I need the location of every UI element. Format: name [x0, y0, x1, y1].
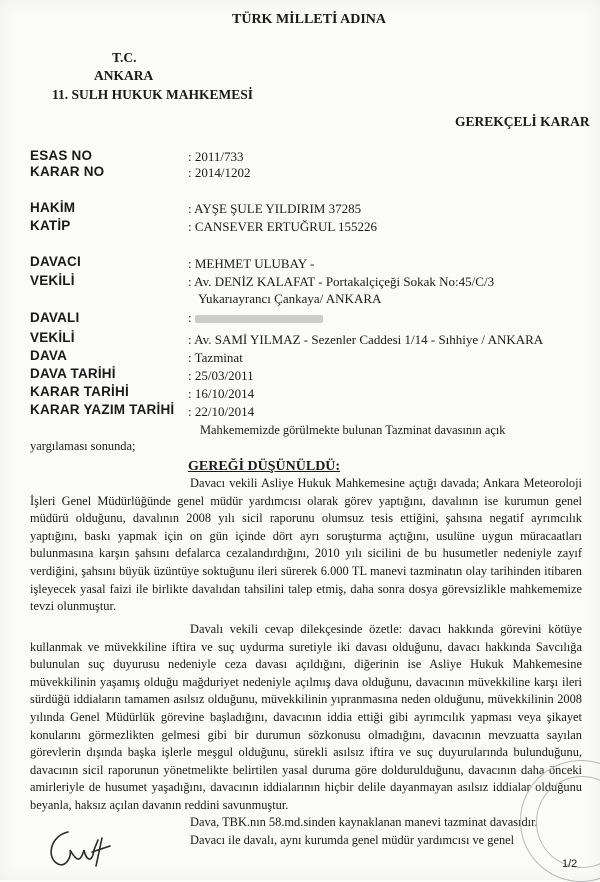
case-label: KARAR NO [30, 164, 105, 179]
case-value-continued: Yukarıayrancı Çankaya/ ANKARA [198, 291, 382, 306]
case-label: DAVACI [30, 254, 81, 269]
case-label: HAKİM [30, 200, 76, 215]
case-value: : Av. DENİZ KALAFAT - Portakalçiçeği Sokak No:45/C/3 [188, 274, 495, 289]
case-label: VEKİLİ [30, 330, 75, 345]
intro-line: Mahkememizde görülmekte bulunan Tazminat davasının açık [200, 423, 506, 437]
case-value: : 25/03/2011 [188, 368, 254, 383]
body-paragraph: Davalı vekili cevap dilekçesinde özetle: davacı hakkında görevini kötüye kullanmak ve müvekkiline iftira ve suç uydurma suretiyle iki davası olduğunu, davacı hakkında Savcılığa bulunulan suç duyurusu nedeniyle ceza davası açıldığını, diğerinin ise Asliye Hukuk Mahkemesine müvekkilinin yaşamış olduğu mağduriyet nedeniyle açılmış dava olduğunu, davacının müvekkiline karşı ileri sürdüğü iddiaların tamamen asılsız olduğunu, müvekkilinin yıpranmasına neden olduğunu, müvekkilinin 2008 yılında Genel Müdürlük görevine başladığını, davacının iddia ettiği gibi ayrımcılık yapması veya şikayet konularını görmezlikten gelmesi gibi bir durumun sözkonusu olmadığını, davacının mevzuatta sayılan görevlerin dışında başka işlerle meşgul olduğunu, sürekli asılsız iftira ve suç duyurularında bulunduğunu, davacının sicil raporunun yönetmelikte belirtilen yasal duruma göre doldurulduğunu, davacının daha önceki amirleriyle de husumet yaşadığını, davacının iddialarının hiçbir delile dayanmayan asılsız iddialar olduğunu beyanla, haksız açılan davanın reddini savunmuştur. [30, 622, 582, 812]
case-value: : MEHMET ULUBAY - [188, 256, 315, 271]
case-value: : 2014/1202 [188, 165, 251, 180]
body-line: Dava, TBK.nın 58.md.sinden kaynaklanan manevi tazminat davasıdır. [190, 815, 538, 829]
document-heading: TÜRK MİLLETİ ADINA [232, 12, 387, 27]
case-value: : 16/10/2014 [188, 386, 255, 401]
decision-type: GEREKÇELİ KARAR [455, 114, 590, 129]
redacted-name [195, 315, 323, 323]
city-label: ANKARA [94, 68, 154, 83]
case-value: : CANSEVER ERTUĞRUL 155226 [188, 219, 378, 234]
case-label: DAVA TARİHİ [30, 366, 116, 381]
case-value: : 22/10/2014 [188, 404, 255, 419]
case-label: KARAR YAZIM TARİHİ [30, 402, 175, 417]
case-label: DAVA [30, 348, 68, 363]
body-paragraph: Davacı vekili Asliye Hukuk Mahkemesine açtığı davada; Ankara Meteoroloji İşleri Genel Müdürlüğünde genel müdür yardımcısı olarak görev yaptığını, davalının ise kurumun genel müdürü olduğunu, davalının 2008 yılı sicil raporunu olumsuz tesis ettiğini, şahsına negatif ayrımcılık yaptığını, baskı yapmak için on gün içinde dört ayrı soruşturma açtığını, usulüne uygun müracaatları bulunmasına karşın şahsını defalarca cezalandırdığını, 2010 yılı sicilini de bu husumetler nedeniyle zayıf verdiğini, şahsını büyük üzüntüye soktuğunu ileri sürerek 6.000 TL manevi tazminatın olay tarihinden itibaren işleyecek yasal faizi ile birlikte davalıdan tahsilini talep etmiş, daha sonra dosya görevsizlikle mahkememize tevzi olunmuştur. [30, 476, 582, 614]
case-value: : Av. SAMİ YILMAZ - Sezenler Caddesi 1/14 - Sıhhiye / ANKARA [188, 332, 544, 347]
case-value: : 2011/733 [188, 149, 244, 164]
case-label: DAVALI [30, 310, 80, 325]
case-value [188, 310, 323, 326]
case-label: KARAR TARİHİ [30, 384, 129, 399]
case-label: VEKİLİ [30, 273, 75, 288]
case-label: KATİP [30, 218, 71, 233]
case-value: : Tazminat [188, 350, 243, 365]
signature-mark [40, 820, 130, 876]
country-label: T.C. [112, 50, 137, 65]
case-value: : AYŞE ŞULE YILDIRIM 37285 [188, 201, 362, 216]
page-number: 1/2 [562, 858, 578, 870]
case-label: ESAS NO [30, 148, 93, 163]
section-title: GEREĞİ DÜŞÜNÜLDÜ: [188, 459, 341, 474]
body-line: Davacı ile davalı, aynı kurumda genel müdür yardımcısı ve genel [190, 833, 515, 847]
case-value-text: : [188, 310, 195, 325]
court-name: 11. SULH HUKUK MAHKEMESİ [52, 87, 254, 102]
intro-line: yargılaması sonunda; [30, 439, 136, 453]
